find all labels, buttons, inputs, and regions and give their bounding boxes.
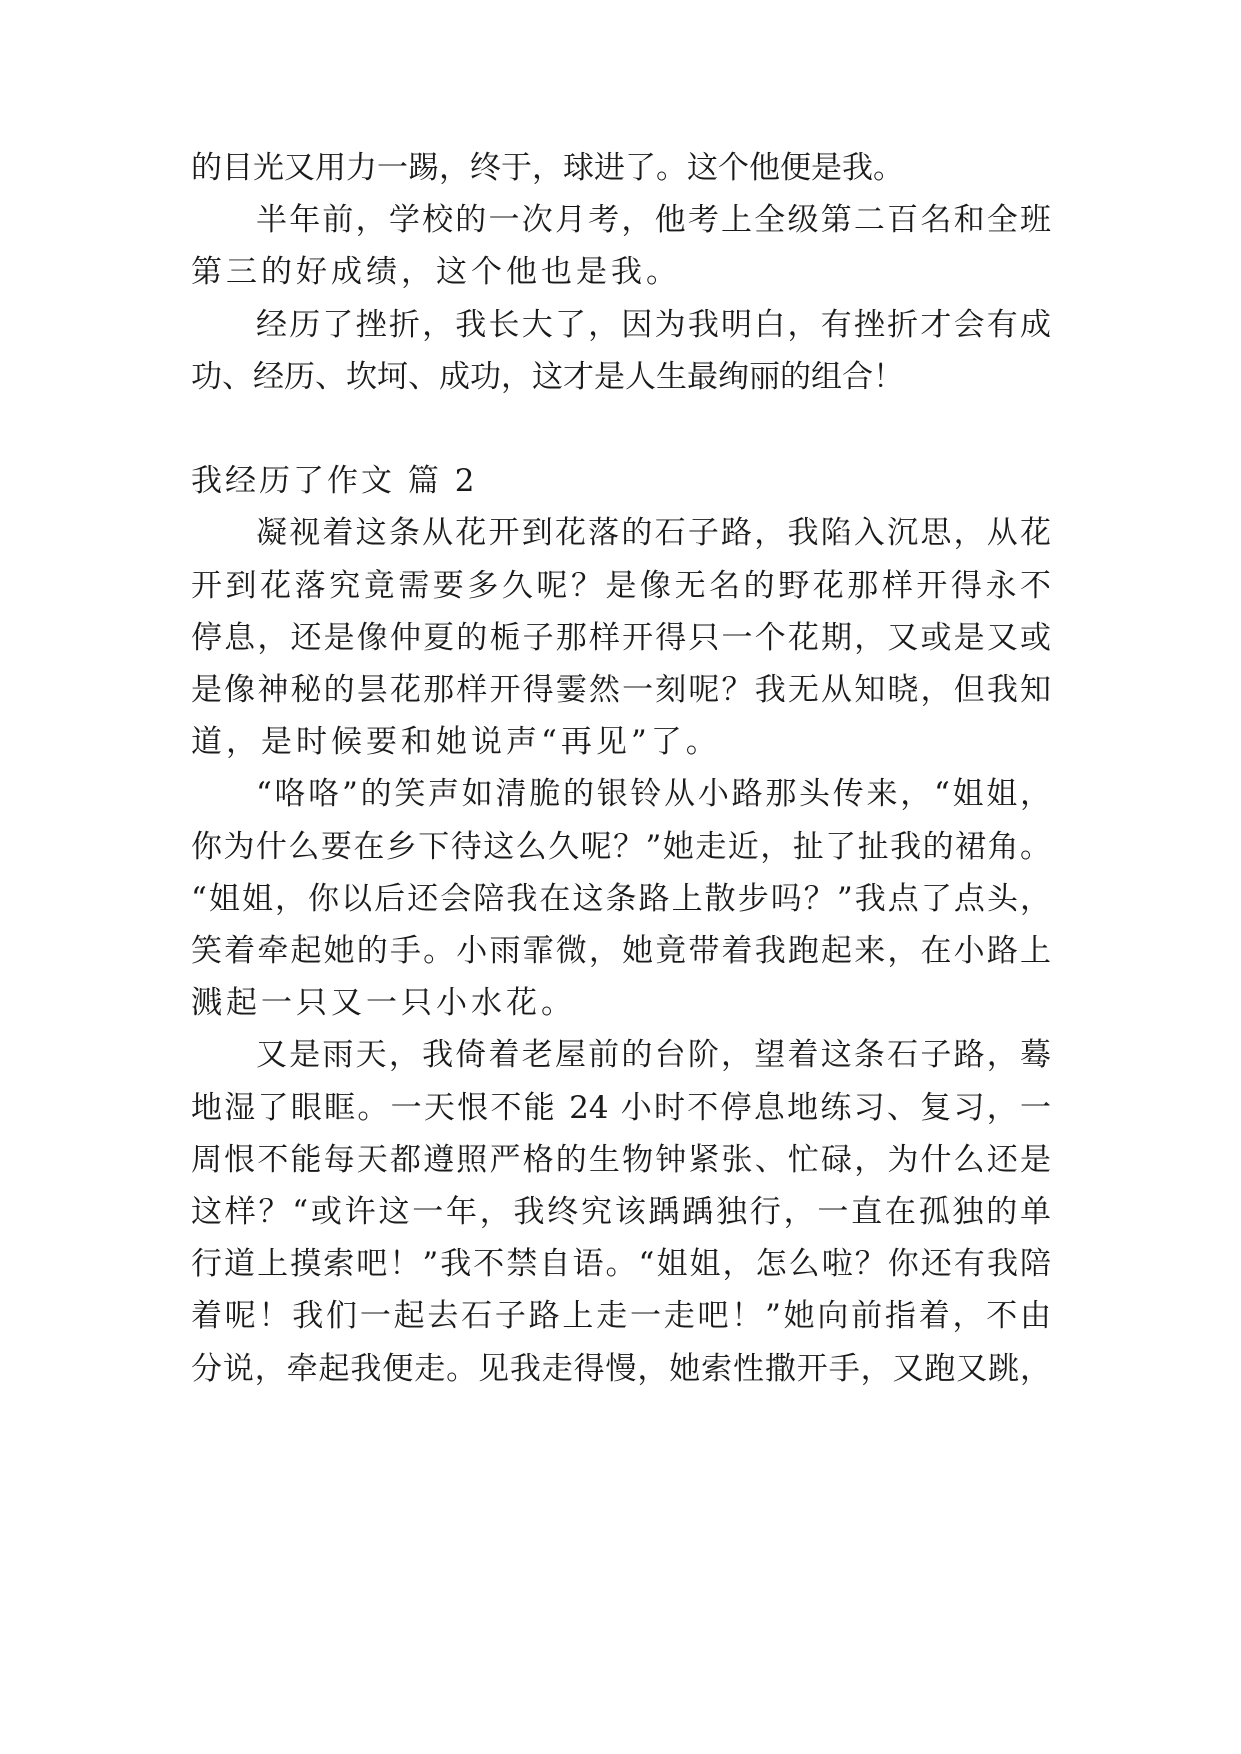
section-heading: 我经历了作文 篇 2 (191, 463, 478, 499)
text-line: 功、经历、坎坷、成功，这才是人生最绚丽的组合！ (191, 359, 904, 395)
text-line: “姐姐，你以后还会陪我在这条路上散步吗？”我点了点头， (191, 881, 1051, 917)
text-line: 溅起一只又一只小水花。 (191, 985, 576, 1021)
text-line: 笑着牵起她的手。小雨霏微，她竟带着我跑起来，在小路上 (191, 933, 1051, 969)
text-line: 周恨不能每天都遵照严格的生物钟紧张、忙碌，为什么还是 (191, 1142, 1051, 1178)
paragraph-first-line: 半年前，学校的一次月考，他考上全级第二百名和全班 (256, 202, 1051, 238)
text-line: 道，是时候要和她说声“再见”了。 (191, 724, 721, 760)
text-line: 这样？“或许这一年，我终究该踽踽独行，一直在孤独的单 (191, 1194, 1051, 1230)
paragraph-first-line: 又是雨天，我倚着老屋前的台阶，望着这条石子路，蓦 (256, 1037, 1051, 1073)
paragraph-first-line: 凝视着这条从花开到花落的石子路，我陷入沉思，从花 (256, 515, 1051, 551)
text-line: 的目光又用力一踢，终于，球进了。这个他便是我。 (191, 150, 904, 186)
text-line: 停息，还是像仲夏的栀子那样开得只一个花期，又或是又或 (191, 620, 1051, 656)
text-line: 地湿了眼眶。一天恨不能 24 小时不停息地练习、复习，一 (191, 1090, 1051, 1126)
text-line: 分说，牵起我便走。见我走得慢，她索性撒开手，又跑又跳， (191, 1351, 1051, 1387)
text-line: 第三的好成绩，这个他也是我。 (191, 254, 681, 290)
paragraph-first-line: “咯咯”的笑声如清脆的银铃从小路那头传来，“姐姐， (256, 776, 1051, 812)
text-line: 开到花落究竟需要多久呢？是像无名的野花那样开得永不 (191, 568, 1051, 604)
paragraph-first-line: 经历了挫折，我长大了，因为我明白，有挫折才会有成 (256, 307, 1051, 343)
text-line: 着呢！我们一起去石子路上走一走吧！”她向前指着，不由 (191, 1298, 1051, 1334)
text-line: 行道上摸索吧！”我不禁自语。“姐姐，怎么啦？你还有我陪 (191, 1246, 1051, 1282)
text-line: 你为什么要在乡下待这么久呢？”她走近，扯了扯我的裙角。 (191, 829, 1051, 865)
text-line: 是像神秘的昙花那样开得霎然一刻呢？我无从知晓，但我知 (191, 672, 1051, 708)
